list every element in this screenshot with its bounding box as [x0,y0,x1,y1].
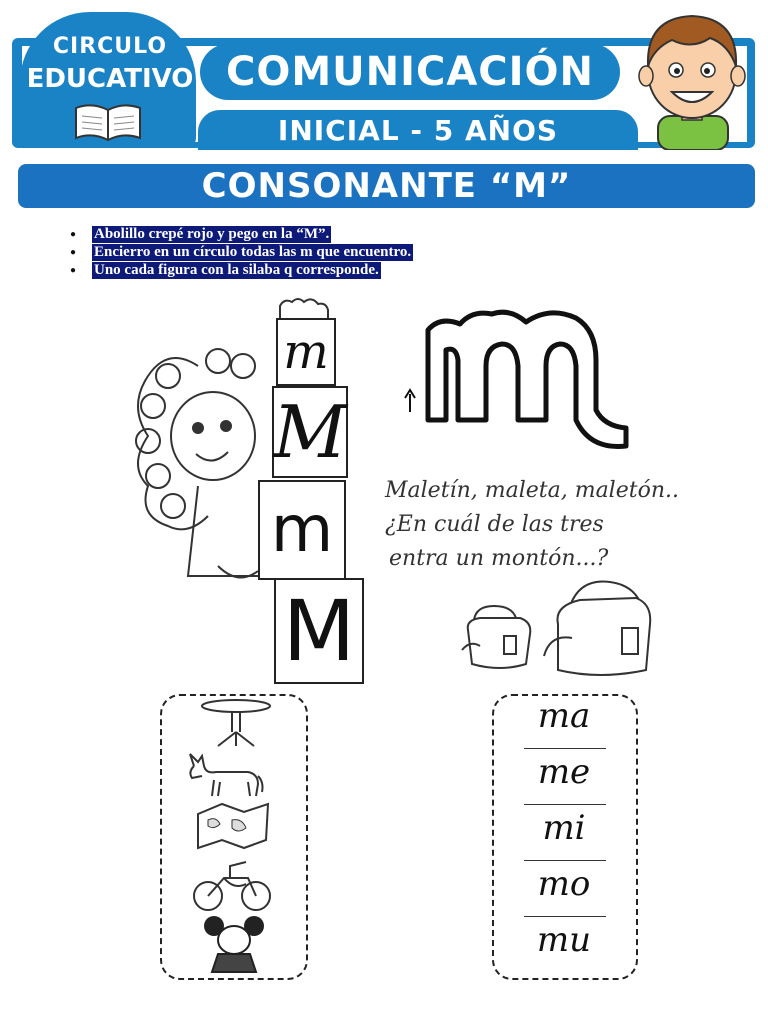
syllable-mo: mo [537,864,591,904]
instructions-list [70,226,413,280]
syllable-me: me [537,752,591,792]
subject-title: COMUNICACIÓN [200,44,620,100]
large-bag-icon [540,576,656,678]
riddle-line: Maletín, maleta, maletón.. [385,478,679,503]
donkey-icon [186,752,266,798]
instruction-item: ● Abolillo crepé rojo y pego en la “M”. [70,226,330,242]
letter-block-cursive-M: M [272,386,348,478]
divider [524,916,606,917]
syllable-mu: mu [536,920,592,960]
section-banner: CONSONANTE “M” [18,164,755,208]
syllables-box [492,694,638,980]
motorcycle-icon [190,854,274,914]
syllable-ma: ma [537,696,591,736]
logo-bottom-text: EDUCATIVO [26,64,194,94]
riddle-line: entra un montón...? [389,546,609,571]
map-icon [192,800,272,852]
letter-block-print-m: m [258,480,346,580]
divider [524,804,606,805]
instruction-item: ● Encierro en un círculo todas las m que encuentro. [70,244,412,260]
riddle-text [385,474,679,576]
riddle-line: ¿En cuál de las tres [385,512,604,537]
level-subtitle: INICIAL - 5 AÑOS [198,110,638,150]
letter-block-cursive-m: m [276,318,336,386]
syllable-mi: mi [542,808,586,848]
divider [524,860,606,861]
boy-face-icon [636,8,748,150]
logo-top-text: CIRCULO [52,34,168,59]
table-icon [196,698,276,748]
small-bag-icon [460,600,536,672]
book-icon [72,100,144,144]
big-letter-m-outline [400,300,630,450]
divider [524,748,606,749]
instruction-item: ● Uno cada figura con la silaba q corresponde. [70,262,379,278]
letter-block-print-M: M [274,578,364,684]
mouse-icon [200,914,268,974]
